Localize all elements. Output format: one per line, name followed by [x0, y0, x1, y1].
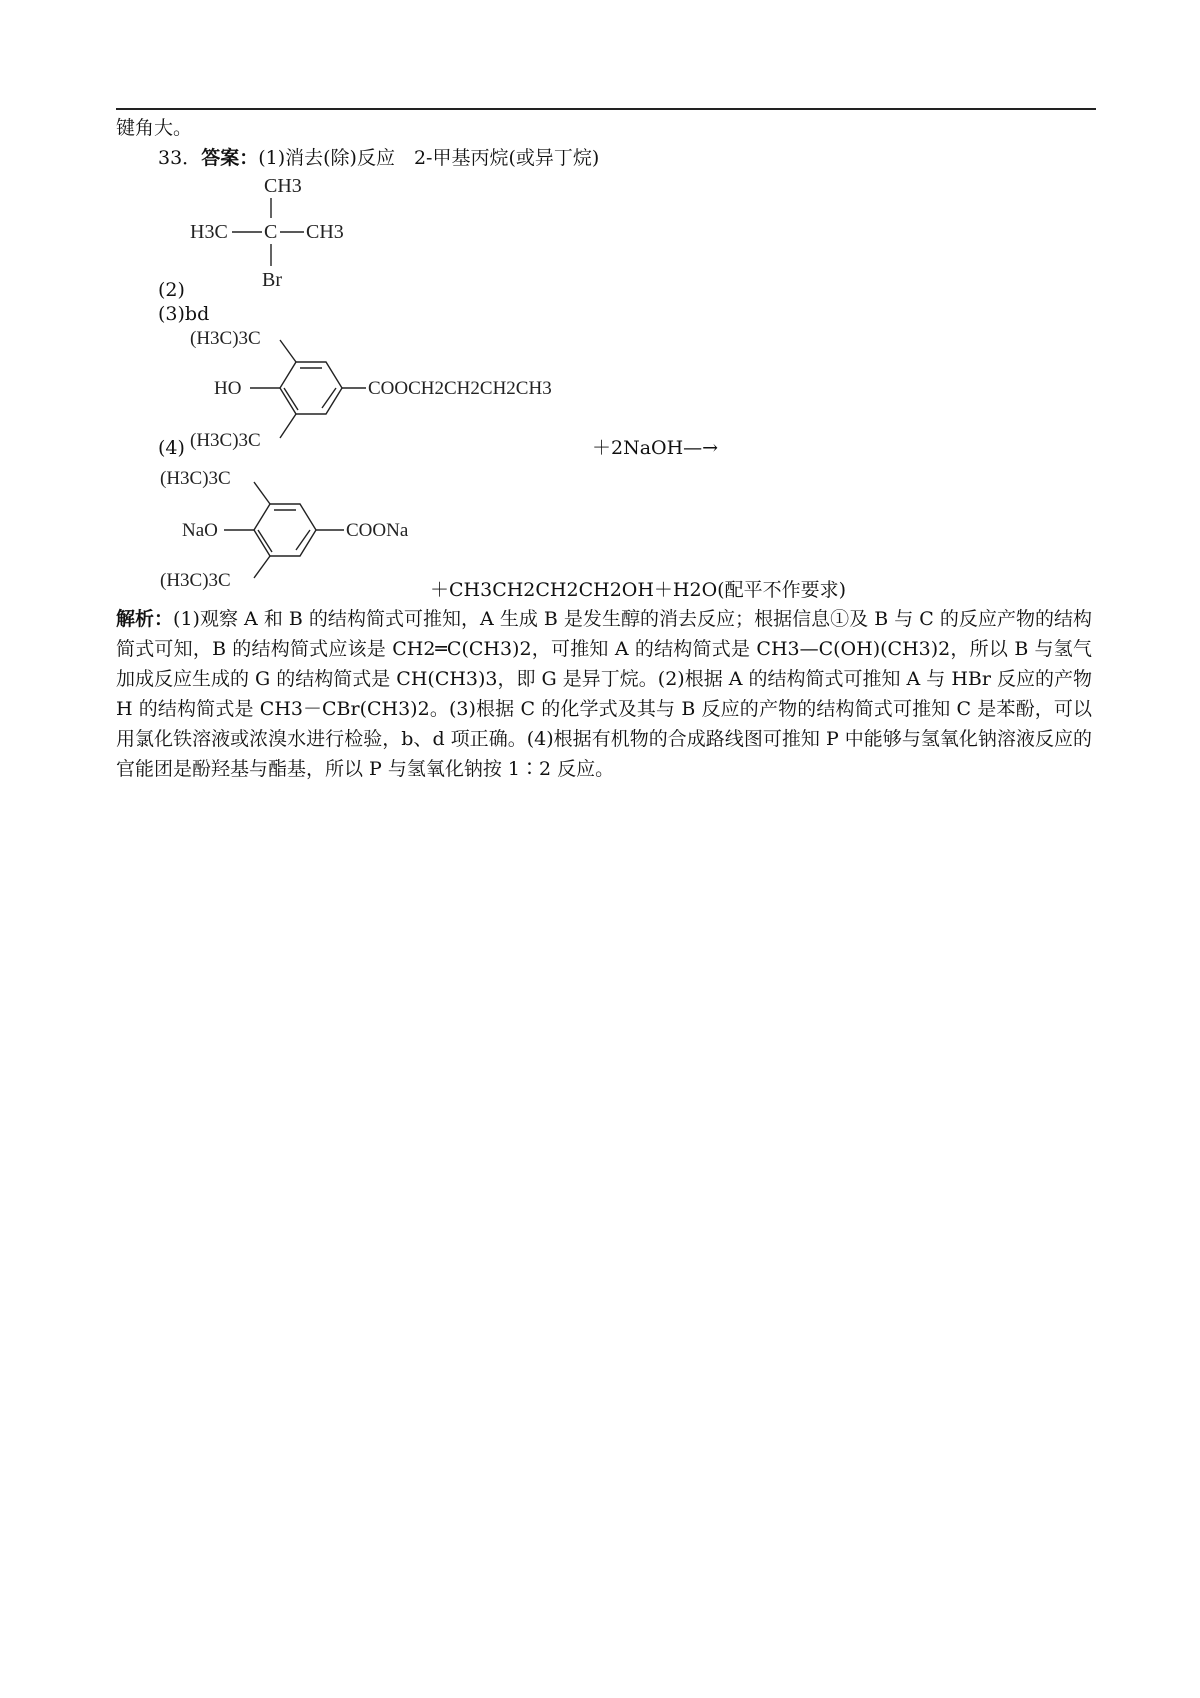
reactant-top-sub: (H3C)3C [190, 328, 261, 349]
answer-part4-label: (4) [158, 437, 185, 459]
answer-part1: (1)消去(除)反应 2-甲基丙烷(或异丁烷) [258, 147, 600, 169]
header-text: 键角大。 [116, 117, 193, 139]
reagent-naoh: ＋2NaOH—→ [592, 437, 719, 459]
analysis-label: 解析： [116, 608, 174, 630]
struct2-bottom: Br [262, 269, 282, 291]
tbutyl-bromide-structure [180, 172, 380, 300]
reactant-right-sub: COOCH2CH2CH2CH3 [368, 378, 552, 399]
struct2-left: H3C [190, 221, 228, 243]
product-structure [150, 462, 450, 602]
reactant-benzene-ring [250, 340, 366, 438]
byproducts-line: ＋CH3CH2CH2CH2OH＋H2O(配平不作要求) [430, 579, 846, 601]
top-rule [116, 108, 1096, 110]
struct2-center: C [264, 221, 278, 243]
answer-line-1 [158, 146, 599, 170]
struct2-top: CH3 [264, 175, 302, 197]
question-number: 33． [158, 147, 202, 169]
analysis-block [116, 604, 1092, 784]
reactant-left-sub: HO [214, 378, 242, 399]
analysis-text: (1)观察 A 和 B 的结构简式可推知，A 生成 B 是发生醇的消去反应；根据信息①及 B 与 C 的反应产物的结构简式可知，B 的结构简式应该是 CH2═C(CH3)2，可推知 A 的结构简式是 CH3—C(OH)(CH3)2，所以 B 与氢气加成反应生成的 G 的结构简式是 CH(CH3)3，即 G 是异丁烷。(2)根据 A 的结构简式可推知 A 与 HBr 反应的产物 H 的结构简式是 CH3－CBr(CH3)2。(3)根据 C 的化学式及其与 B 反应的产物的结构简式可推知 C 是苯酚，可以用氯化铁溶液或浓溴水进行检验，b、d 项正确。(4)根据有机物的合成路线图可推知 P 中能够与氢氧化钠溶液反应的官能团是酚羟基与酯基，所以 P 与氢氧化钠按 1∶2 反应。 [116, 608, 1092, 780]
product-left-sub: NaO [182, 520, 218, 541]
reactant-bottom-sub: (H3C)3C [190, 430, 261, 451]
product-top-sub: (H3C)3C [160, 468, 231, 489]
struct2-right: CH3 [306, 221, 344, 243]
answer-part3: (3)bd [158, 303, 210, 325]
reactant-structure [180, 322, 600, 462]
answer-label: 答案： [201, 147, 259, 169]
product-right-sub: COONa [346, 520, 409, 541]
product-benzene-ring [224, 482, 344, 578]
product-bottom-sub: (H3C)3C [160, 570, 231, 591]
answer-part2-label: (2) [158, 279, 185, 301]
